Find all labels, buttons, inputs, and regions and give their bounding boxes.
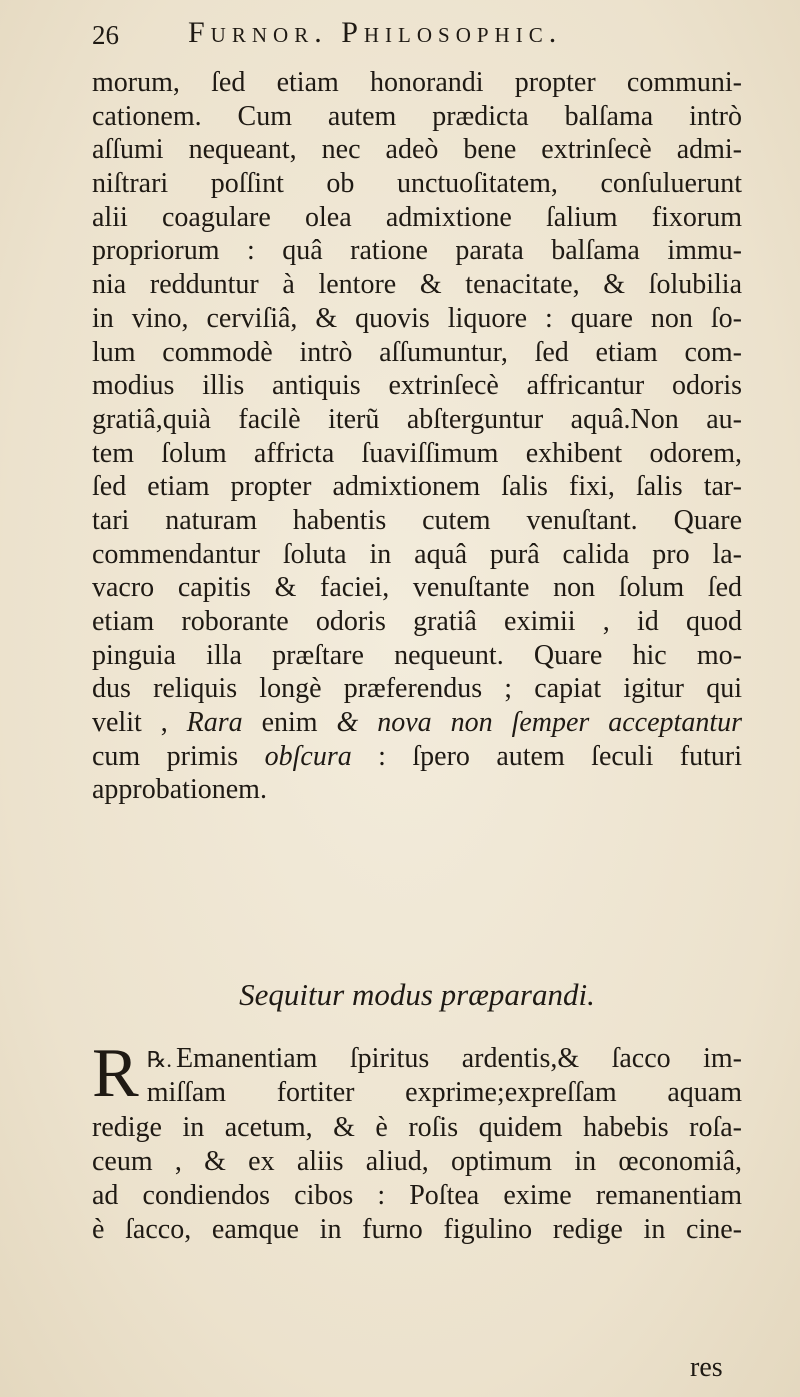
recipe-line: redige in acetum, & è roſis quidem habebis roſa- (92, 1111, 742, 1143)
recipe-line: ad condiendos cibos : Poſtea exime remanentiam (92, 1180, 742, 1212)
drop-cap: R (92, 1035, 139, 1112)
recipe-symbol: ℞. (146, 1047, 172, 1072)
main-text-block (92, 66, 742, 807)
text-line: cationem. Cum autem prædicta balſama intrò (92, 100, 742, 132)
text-line: morum, ſed etiam honorandi propter communi- (92, 67, 742, 98)
italic-span: & nova non ſemper acceptantur (336, 707, 742, 739)
text-line: pinguia illa præſtare nequeunt. Quare hic mo- (92, 639, 742, 671)
italic-span: obſcura (264, 740, 352, 772)
text-line: dus reliquis longè præferendus ; capiat igitur qui (92, 673, 742, 705)
text-line-velit (92, 706, 742, 740)
text-line: tari naturam habentis cutem venuſtant. Quare (92, 504, 742, 536)
text-line: in vino, cerviſiâ, & quovis liquore : quare non ſo- (92, 302, 742, 334)
section-heading: Sequitur modus præparandi. (239, 977, 595, 1012)
page-number: 26 (92, 20, 119, 50)
catchword: res (690, 1352, 723, 1383)
text-line: modius illis antiquis extrinſecè affricantur odoris (92, 370, 742, 402)
text-span: Emanentiam ſpiritus ardentis,& ſacco im- (175, 1043, 742, 1074)
text-line: lum commodè intrò aſſumuntur, ſed etiam com- (92, 336, 742, 368)
text-line: tem ſolum affricta ſuaviſſimum exhibent odorem, (92, 437, 742, 469)
text-line: commendantur ſoluta in aquâ purâ calida pro la- (92, 538, 742, 570)
text-line: alii coagulare olea admixtione ſalium fixorum (92, 201, 742, 233)
recipe-line: ceum , & ex aliis aliud, optimum in œconomiâ, (92, 1145, 742, 1177)
running-header (92, 16, 732, 56)
text-line-cum (92, 740, 742, 774)
italic-span: Rara (186, 707, 243, 739)
text-line: propriorum : quâ ratione parata balſama immu- (92, 235, 742, 267)
text-line: aſſumi nequeant, nec adeò bene extrinſecè admi- (92, 134, 742, 166)
text-line: ſed etiam propter admixtionem ſalis fixi, ſalis tar- (92, 471, 742, 503)
text-span: cum primis (92, 740, 265, 772)
text-span: enim (242, 707, 337, 739)
text-line: niſtrari poſſint ob unctuoſitatem, conſuluerunt (92, 168, 742, 200)
running-title: Furnor. Philosophic. (188, 16, 563, 49)
text-line: nia redduntur à lentore & tenacitate, & ſolubilia (92, 269, 742, 301)
recipe-block (92, 1035, 742, 1248)
text-line: etiam roborante odoris gratiâ eximii , id quod (92, 606, 742, 637)
text-line-last: approbationem. (92, 774, 267, 806)
text-span: : ſpero autem ſeculi futuri (351, 740, 743, 772)
text-line: gratiâ,quià facilè iterũ abſterguntur aquâ.Non au- (92, 403, 742, 435)
text-span: velit , (92, 707, 187, 739)
recipe-line: è ſacco, eamque in furno figulino redige in cine- (92, 1214, 742, 1246)
text-line: vacro capitis & faciei, venuſtante non ſolum ſed (92, 572, 742, 604)
recipe-line-second: miſſam fortiter exprime;expreſſam aquam (146, 1077, 742, 1109)
